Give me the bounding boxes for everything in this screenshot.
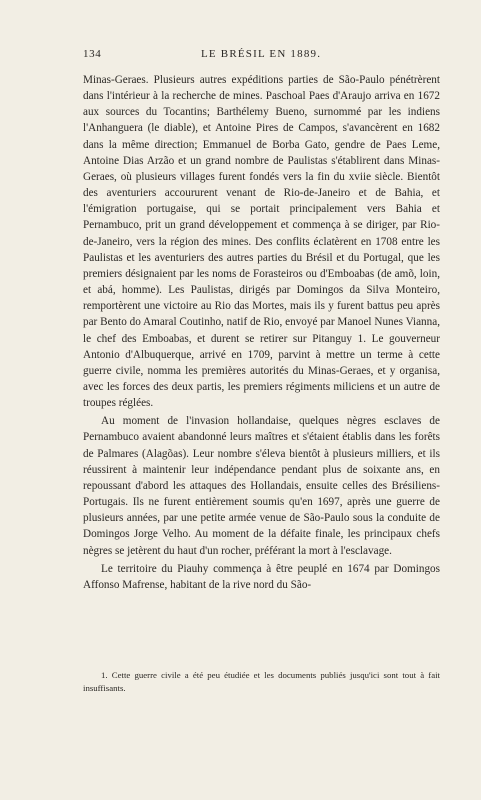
page-header (83, 48, 440, 62)
page-number: 134 (83, 48, 102, 60)
footnote: 1. Cette guerre civile a été peu étudiée et les documents publiés jusqu'ici sont tout à fait insuffisants. (83, 670, 440, 693)
body-text (83, 72, 440, 593)
paragraph-1: Minas-Geraes. Plusieurs autres expéditions parties de São-Paulo pénétrèrent dans l'intérieur à la recherche de mines. Paschoal Paes d'Araujo arriva en 1672 aux sources du Tocantins; Barthélemy Bueno, surnommé par les indiens l'Anhanguera (le diable), et Antoine Pires de Campos, s'avancèrent en 1682 dans la même direction; Emmanuel de Borba Gato, gendre de Paes Leme, Antoine Dias Arzão et un grand nombre de Paulistas s'établirent dans Minas-Geraes, où plusieurs villages furent fondés vers la fin du xviie siècle. Bientôt des aventuriers accoururent venant de Rio-de-Janeiro et de Bahia, et l'émigration portugaise, qui se portait principalement vers Bahia et Pernambuco, prit un grand développement et commença à se diriger, par Rio-de-Janeiro, vers la région des mines. Des conflits éclatèrent en 1708 entre les Paulistas et les aventuriers des autres parties du Brésil et du Portugal, que les premiers désignaient par les noms de Forasteiros ou d'Emboabas (de amõ, loin, et abá, homme). Les Paulistas, dirigés par Domingos da Silva Monteiro, remportèrent une victoire au Rio das Mortes, mais ils y furent battus peu après par Bento do Amaral Coutinho, natif de Rio, envoyé par Manoel Nunes Vianna, le chef des Emboabas, et durent se retirer sur Pitanguy 1. Le gouverneur Antonio d'Albuquerque, arrivé en 1709, parvint à mettre un terme à cette guerre civile, nomma les premières autorités du Minas-Geraes, et y organisa, avec les forces des deux partis, les premiers régiments miliciens et un autre de troupes réglées. (83, 74, 440, 410)
paragraph-3: Le territoire du Piauhy commença à être peuplé en 1674 par Domingos Affonso Mafrense, habitant de la rive nord du São- (83, 562, 440, 591)
running-title: LE BRÉSIL EN 1889. (201, 48, 322, 60)
paragraph-2: Au moment de l'invasion hollandaise, quelques nègres esclaves de Pernambuco avaient abandonné leurs maîtres et s'étaient établis dans les forêts de Palmares (Alagõas). Leur nombre s'éleva bientôt à plusieurs milliers, et ils réussirent à maintenir leur indépendance pendant plus de soixante ans, en repoussant d'abord les attaques des Hollandais, ensuite celles des Brésiliens-Portugais. Ils ne furent entièrement soumis qu'en 1697, après une guerre de plusieurs années, par une petite armée venue de São-Paulo sous la conduite de Domingos Jorge Velho. Au moment de la défaite finale, les principaux chefs nègres se jetèrent du haut d'un rocher, préférant la mort à l'esclavage. (83, 415, 440, 557)
